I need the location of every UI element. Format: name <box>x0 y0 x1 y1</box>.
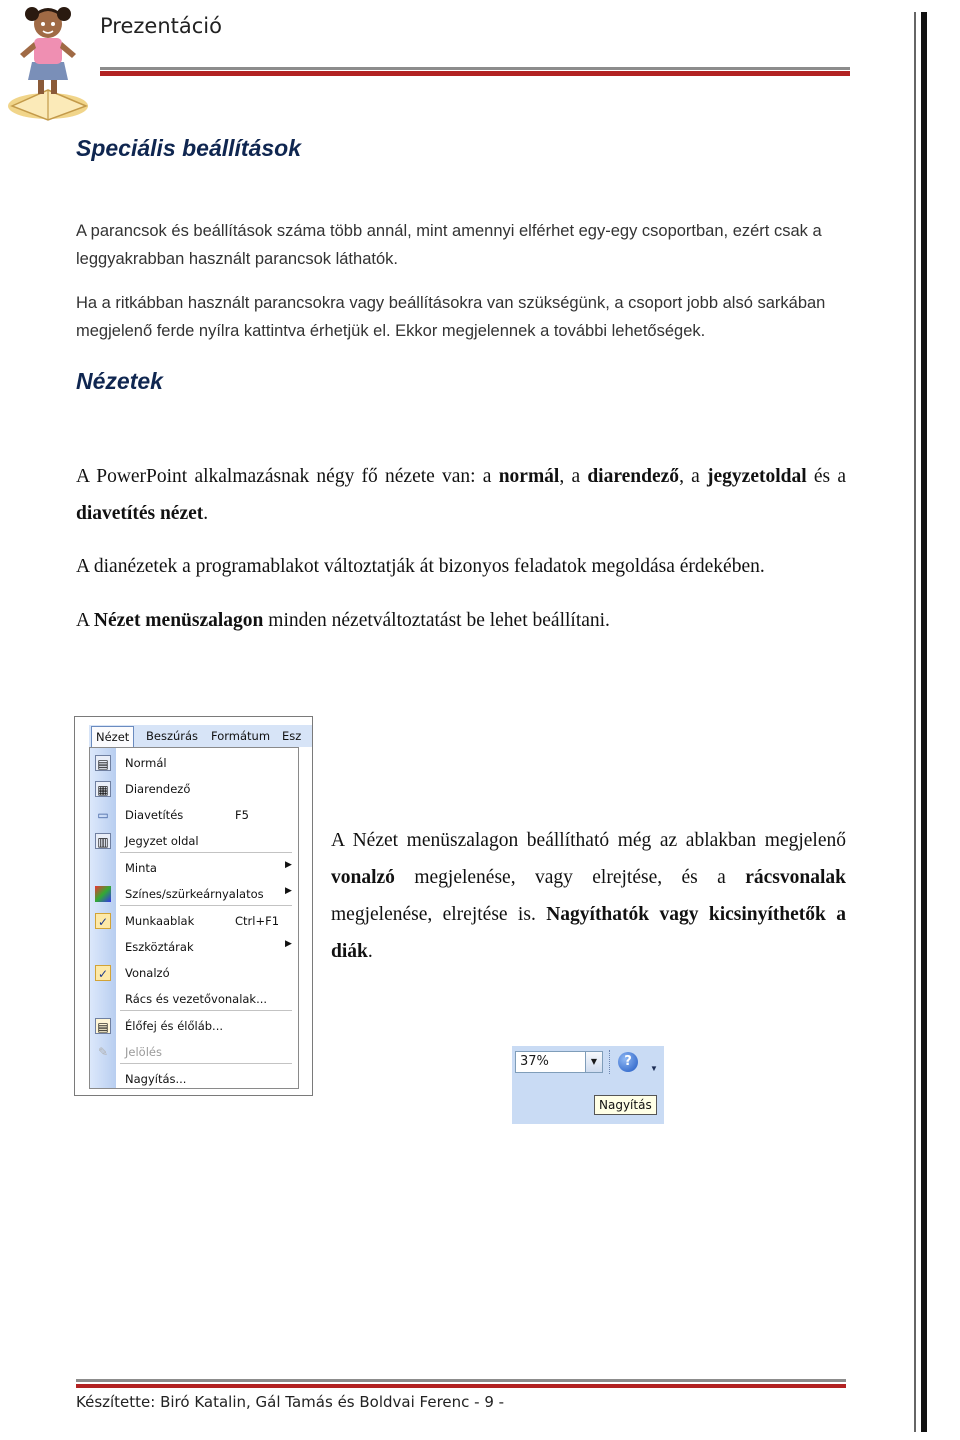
zoom-value: 37% <box>520 1054 549 1069</box>
menu-item-ruler[interactable]: ✓ Vonalzó <box>90 962 298 984</box>
dropdown-arrow-icon[interactable]: ▼ <box>585 1052 602 1072</box>
footer-divider <box>76 1379 846 1382</box>
markup-icon: ✎ <box>97 1045 109 1059</box>
menu-item-notes-page[interactable]: ▥ Jegyzet oldal <box>90 830 298 852</box>
bold-term: jegyzetoldal <box>707 466 807 487</box>
footer-divider-accent <box>76 1384 846 1388</box>
paragraph: A dianézetek a programablakot változtatják át bizonyos feladatok megoldása érdekében. <box>76 556 765 577</box>
menu-bar <box>89 725 313 747</box>
zoom-toolbar-screenshot <box>512 1046 664 1124</box>
menu-formatum[interactable]: Formátum <box>211 729 271 743</box>
document-header-title: Prezentáció <box>100 14 222 38</box>
menu-item-zoom[interactable]: Nagyítás... <box>125 1072 187 1086</box>
paragraph: Ha a ritkábban használt parancsokra vagy beállításokra van szükségünk, a csoport jobb alsó sarkában megjelenő ferde nyílra kattintva érhetjük el. Ekkor megjelennek a további lehetőségek. <box>76 294 826 340</box>
menu-beszuras[interactable]: Beszúrás <box>146 729 199 743</box>
menu-item-slide-sorter[interactable]: ▦ Diarendező <box>90 778 298 800</box>
submenu-arrow-icon: ▶ <box>285 939 292 949</box>
header-divider <box>100 67 850 70</box>
checkmark-icon: ✓ <box>95 965 111 981</box>
menu-item-header-footer[interactable]: ▤ Élőfej és élőláb... <box>90 1015 298 1037</box>
page-border-line <box>914 12 916 1432</box>
menu-item-normal[interactable]: ▤ Normál <box>90 752 298 774</box>
submenu-arrow-icon: ▶ <box>285 860 292 870</box>
view-dropdown-menu <box>89 747 299 1089</box>
menu-item-markup[interactable]: ✎ Jelölés <box>90 1041 298 1063</box>
footer-credits: Készítette: Biró Katalin, Gál Tamás és Boldvai Ferenc - 9 - <box>76 1393 505 1411</box>
checkmark-icon: ✓ <box>95 913 111 929</box>
bold-term: Nézet menüszalagon <box>93 610 264 631</box>
slide-sorter-icon: ▦ <box>95 781 111 797</box>
header-footer-icon: ▤ <box>95 1018 111 1034</box>
menu-separator <box>120 1063 292 1064</box>
view-menu-screenshot <box>74 716 313 1096</box>
zoom-tooltip: Nagyítás <box>594 1095 657 1115</box>
menu-item-toolbars[interactable]: Eszköztárak ▶ <box>125 939 292 954</box>
menu-nezet[interactable]: Nézet <box>91 726 134 747</box>
paragraph: A Nézet menüszalagon minden nézetváltoztatást be lehet beállítani. <box>76 610 610 631</box>
menu-item-color-grayscale[interactable]: Színes/szürkeárnyalatos ▶ <box>90 883 298 905</box>
slideshow-icon: ▭ <box>97 808 109 822</box>
menu-separator <box>120 852 292 853</box>
toolbar-options-icon[interactable]: ▼ <box>650 1064 658 1073</box>
menu-separator <box>120 1010 292 1011</box>
notes-page-icon: ▥ <box>95 833 111 849</box>
menu-item-task-pane[interactable]: ✓ Munkaablak Ctrl+F1 <box>90 910 298 932</box>
bold-term: Nagyíthatók vagy kicsinyíthetők a diák <box>331 904 846 962</box>
bold-term: rácsvonalak <box>745 867 846 888</box>
menu-separator <box>120 905 292 906</box>
submenu-arrow-icon: ▶ <box>285 886 292 896</box>
page-border-bar <box>921 12 927 1432</box>
section-title-special: Speciális beállítások <box>76 135 302 161</box>
bold-term: diarendező <box>587 466 680 487</box>
menu-item-master[interactable]: Minta ▶ <box>125 860 292 875</box>
zoom-combobox[interactable] <box>515 1051 603 1073</box>
toolbar-separator <box>609 1050 612 1074</box>
menu-eszkozok[interactable]: Esz <box>282 729 302 743</box>
help-icon[interactable]: ? <box>618 1052 638 1072</box>
bold-term: diavetítés nézet <box>76 503 204 524</box>
girl-on-book-logo <box>4 2 92 122</box>
header-divider-accent <box>100 71 850 76</box>
bold-term: normál <box>498 466 560 487</box>
paragraph: A parancsok és beállítások száma több annál, mint amennyi elférhet egy-egy csoportban, ezért csak a leggyakrabban használt parancsok láthatók. <box>76 222 822 268</box>
paragraph: A Nézet menüszalagon beállítható még az ablakban megjelenő vonalzó megjelenése, vagy elrejtése, és a rácsvonalak megjelenése, elrejtése is. Nagyíthatók vagy kicsinyíthetők a diák. <box>331 830 846 962</box>
paragraph: A PowerPoint alkalmazásnak négy fő nézete van: a normál, a diarendező, a jegyzetoldal és a diavetítés nézet. <box>76 466 847 524</box>
menu-item-slideshow[interactable]: ▭ Diavetítés F5 <box>90 804 298 826</box>
color-grayscale-icon <box>95 886 111 902</box>
normal-view-icon: ▤ <box>95 755 111 771</box>
menu-item-grid-guides[interactable]: Rács és vezetővonalak... <box>125 992 268 1006</box>
bold-term: vonalzó <box>331 867 395 888</box>
section-title-views: Nézetek <box>76 368 163 394</box>
